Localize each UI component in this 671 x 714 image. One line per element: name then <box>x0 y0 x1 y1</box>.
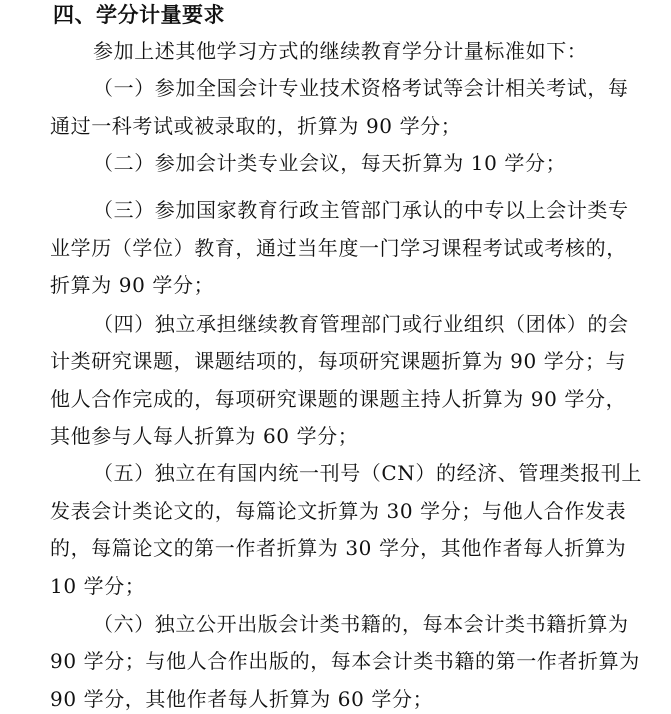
intro-paragraph: 参加上述其他学习方式的继续教育学分计量标准如下： <box>93 39 588 63</box>
item-6-line-3: 90 学分，其他作者每人折算为 60 学分； <box>50 687 434 711</box>
item-3-line-2: 业学历（学位）教育，通过当年度一门学习课程考试或考核的， <box>50 236 627 260</box>
item-1-line-2: 通过一科考试或被录取的，折算为 90 学分； <box>50 114 462 138</box>
item-6-line-2: 90 学分；与他人合作出版的，每本会计类书籍的第一作者折算为 <box>50 649 640 673</box>
section-heading: 四、学分计量要求 <box>53 3 225 27</box>
item-5-line-2: 发表会计类论文的，每篇论文折算为 30 学分；与他人合作发表 <box>50 499 627 523</box>
item-4-line-3: 他人合作完成的，每项研究课题的课题主持人折算为 90 学分， <box>50 387 627 411</box>
item-5-line-3: 的，每篇论文的第一作者折算为 30 学分，其他作者每人折算为 <box>50 536 627 560</box>
item-3-line-3: 折算为 90 学分； <box>50 273 215 297</box>
item-5-line-1: （五）独立在有国内统一刊号（CN）的经济、管理类报刊上 <box>93 461 643 485</box>
item-6-line-1: （六）独立公开出版会计类书籍的，每本会计类书籍折算为 <box>93 612 629 636</box>
item-5-line-4: 10 学分； <box>50 574 146 598</box>
item-3-line-1: （三）参加国家教育行政主管部门承认的中专以上会计类专 <box>93 198 629 222</box>
item-1-line-1: （一）参加全国会计专业技术资格考试等会计相关考试，每 <box>93 76 629 100</box>
item-4-line-2: 计类研究课题，课题结项的，每项研究课题折算为 90 学分；与 <box>50 349 627 373</box>
item-2-line-1: （二）参加会计类专业会议，每天折算为 10 学分； <box>93 151 567 175</box>
item-4-line-1: （四）独立承担继续教育管理部门或行业组织（团体）的会 <box>93 312 629 336</box>
item-4-line-4: 其他参与人每人折算为 60 学分； <box>50 424 359 448</box>
